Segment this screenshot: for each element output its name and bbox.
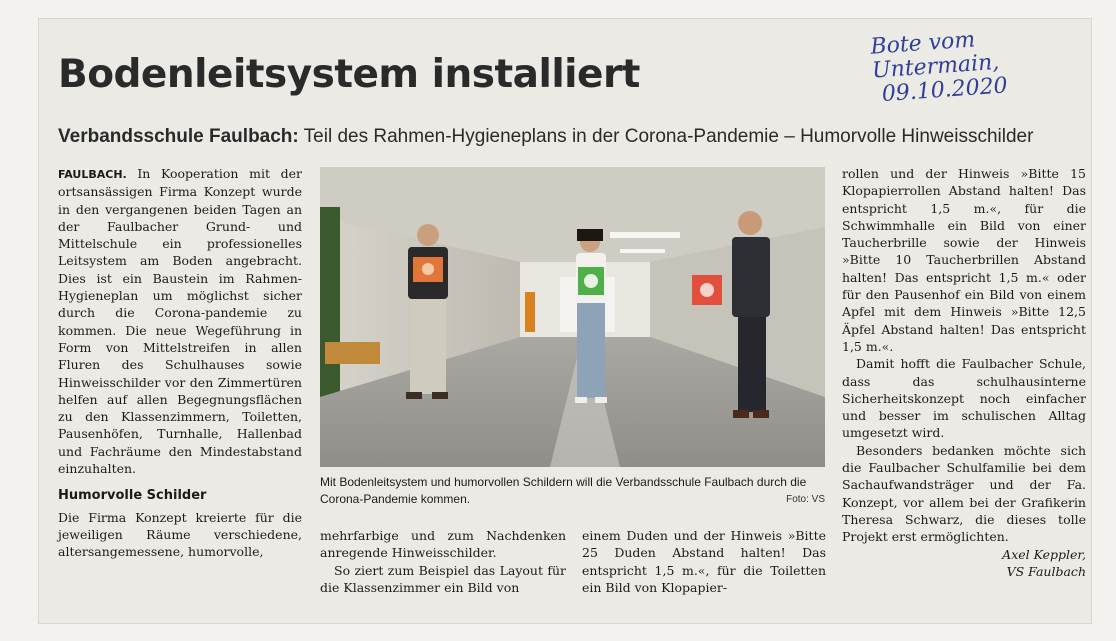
dateline: FAULBACH. <box>58 168 127 181</box>
handwritten-source-note <box>870 20 1094 107</box>
article-column-1 <box>58 165 302 561</box>
section-subhead: Humorvolle Schilder <box>58 488 207 504</box>
paragraph-col4-3: Besonders bedanken möchte sich die Faulbacher Schulfamilie bei dem Sachaufwandsträger und der Fa. Konzept, vor allem bei der Grafikerin Theresa Schwarz, die dieses tolle Projekt erst ermöglichten. <box>842 442 1086 545</box>
author-org: VS Faulbach <box>1006 563 1086 579</box>
intro-text: In Kooperation mit der ortsansässigen Firma Konzept wurde in den vergangenen beiden Tagen an der Faulbacher Grund- und Mittelschule ein professionelles Leitsystem am Boden angebracht. Dies ist ein Baustein im Rahmen-Hygieneplan um möglichst sicher durch die Corona-pandemie zu kommen. Die neue Wegeführung in Form von Mittelstreifen in allen Fluren des Schulhauses sowie Hinweisschilder vor den Zimmertüren helfen auf allen Begegnungsflächen zu den Klassenzimmern, Toiletten, Pausenhöfen, Turnhalle, Hallenbad und Fachräume den Mindestabstand einzuhalten. <box>58 166 302 477</box>
handwritten-date: 09.10.2020 <box>881 73 1009 108</box>
article-photo <box>320 167 825 467</box>
person-middle <box>575 229 607 403</box>
article-column-4 <box>842 165 1086 580</box>
paragraph-col4-2: Damit hofft die Faulbacher Schule, dass das schulhausinterne Sicherheitskonzept noch einfacher und besser im schulischen Alltag umgesetzt wird. <box>842 356 1086 441</box>
paragraph-col2-1: mehrfarbige und zum Nachdenken anregende Hinweisschilder. <box>320 528 566 561</box>
paragraph-col4-1: rollen und der Hinweis »Bitte 15 Klopapierrollen Abstand halten! Das entspricht 1,5 m.«, für die Schwimmhalle ein Bild von einer Taucherbrille sowie der Hinweis »Bitte 10 Taucherbrillen Abstand halten! Das entspricht 1,5 m.« oder für den Pausenhof ein Bild von einem Apfel mit dem Hinweis »Bitte 12,5 Äpfel Abstand halten! Das entspricht 1,5 m.«. <box>842 166 1086 354</box>
handwritten-source: Bote vom Untermain, <box>869 27 1001 84</box>
person-left <box>406 224 448 399</box>
subheadline-text: Teil des Rahmen-Hygieneplans in der Corona-Pandemie – Humorvolle Hinweisschilder <box>298 126 1034 147</box>
subheadline <box>58 126 1088 148</box>
paragraph-signs: Die Firma Konzept kreierte für die jeweiligen Räume verschiedene, altersangemessene, humorvolle, <box>58 509 302 560</box>
paragraph-col2-2: So ziert zum Beispiel das Layout für die Klassenzimmer ein Bild von <box>320 562 566 595</box>
article-column-3 <box>582 527 826 596</box>
paragraph-intro <box>58 165 302 477</box>
photo-credit: Foto: VS <box>786 494 825 505</box>
subheadline-kicker: Verbandsschule Faulbach: <box>58 126 299 147</box>
photo-caption-block <box>320 474 825 508</box>
headline: Bodenleitsystem installiert <box>58 52 640 97</box>
author-name: Axel Keppler, <box>1002 546 1086 562</box>
paragraph-col3-1: einem Duden und der Hinweis »Bitte 25 Duden Abstand halten! Das entspricht 1,5 m.«, für die Toiletten ein Bild von Klopapier- <box>582 528 826 595</box>
photo-caption: Mit Bodenleitsystem und humorvollen Schildern will die Verbandsschule Faulbach durch die Corona-Pandemie kommen. <box>320 475 807 506</box>
hallway-photo-illustration <box>320 167 825 467</box>
article-column-2 <box>320 527 566 596</box>
